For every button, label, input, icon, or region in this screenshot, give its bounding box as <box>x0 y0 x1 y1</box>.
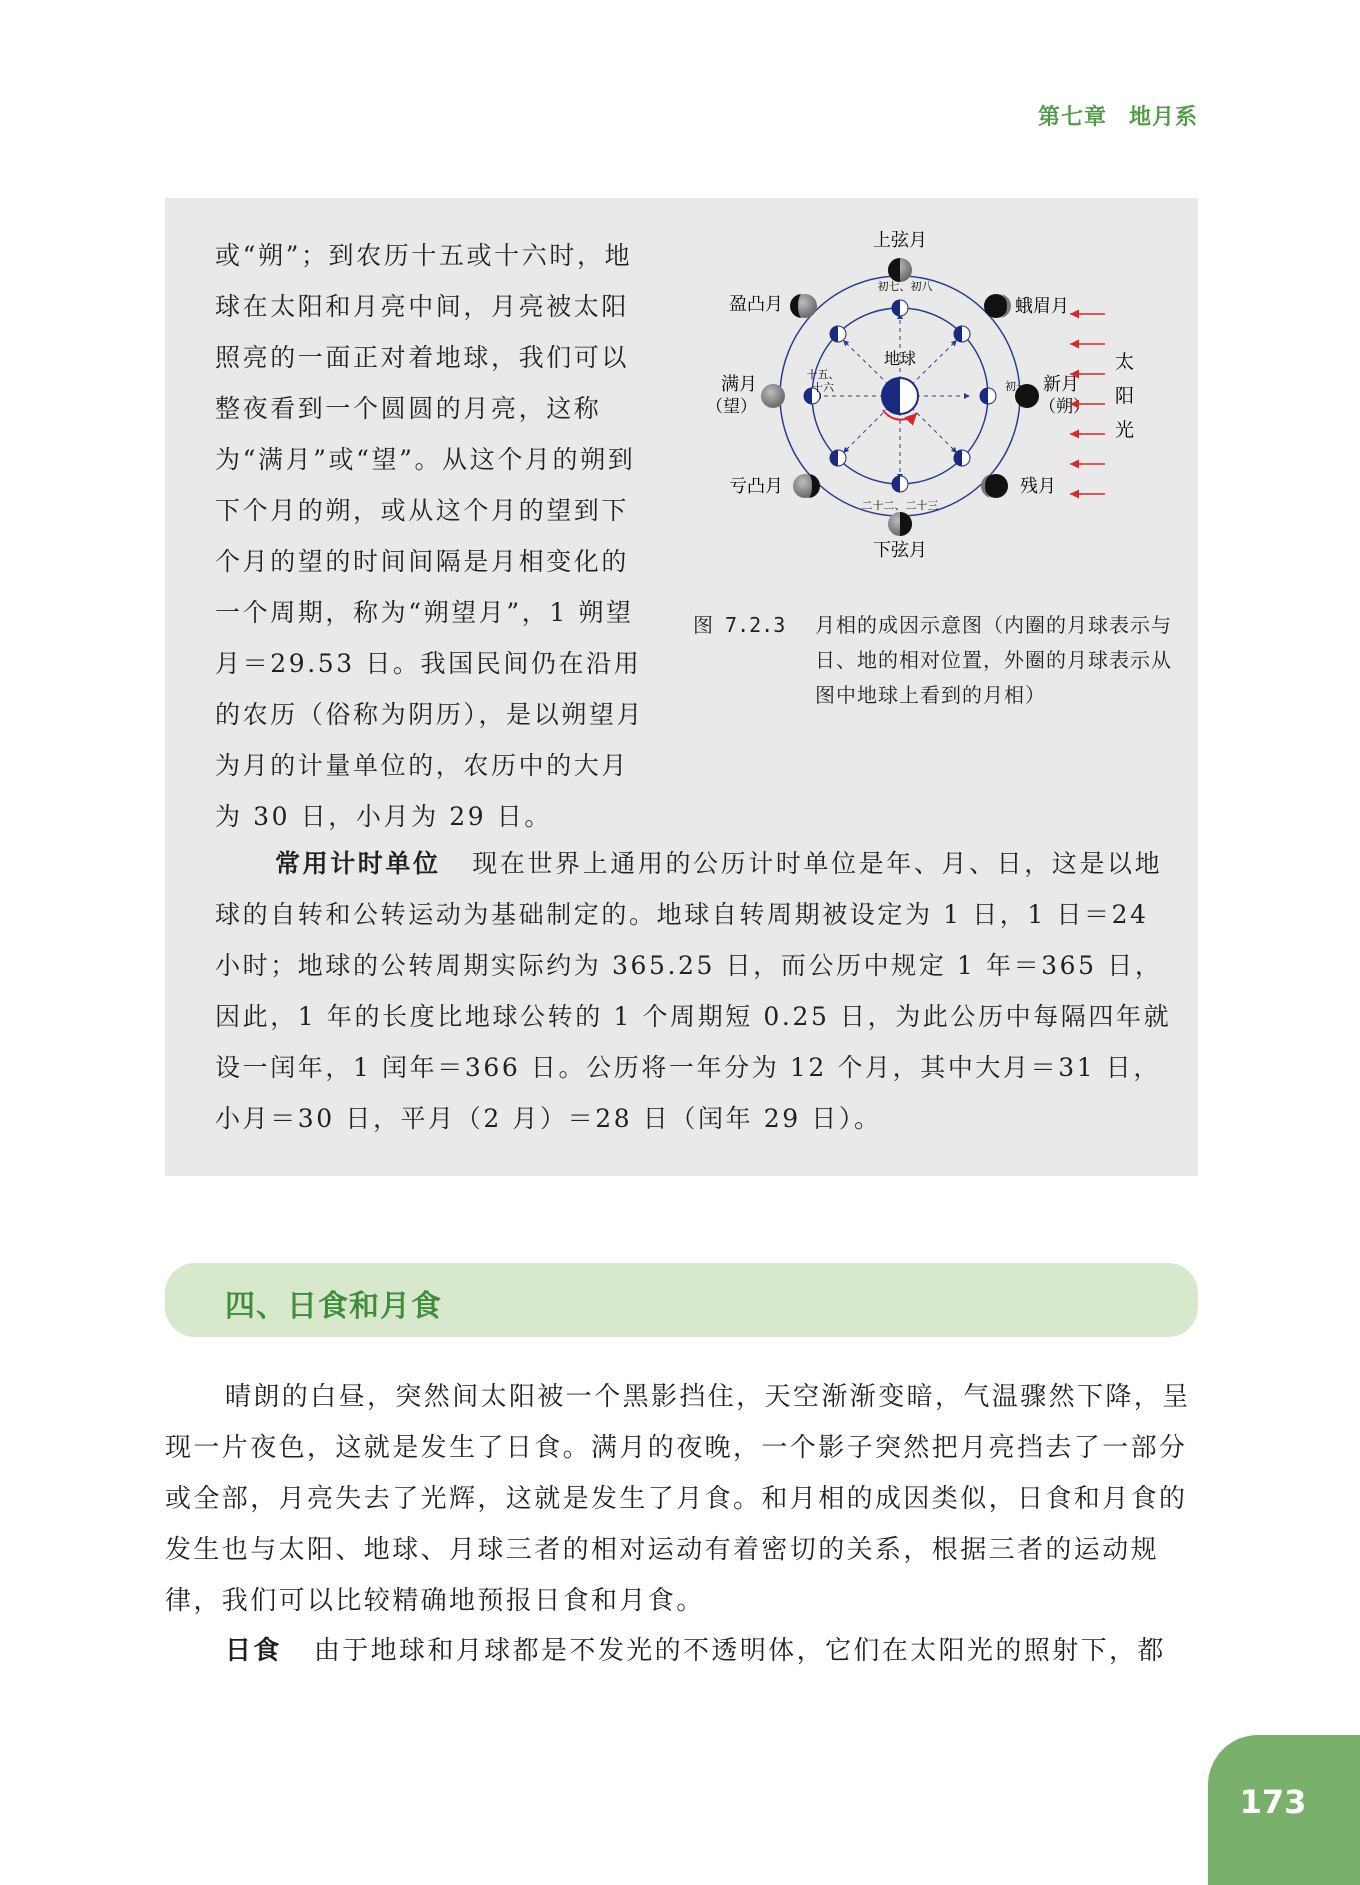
term-time-units: 常用计时单位 <box>275 849 441 878</box>
box-paragraph-2 <box>215 838 1175 1144</box>
label-day-1: 初一 <box>1005 380 1027 393</box>
earth-label: 地球 <box>883 349 917 368</box>
last-quarter-icon <box>888 512 912 536</box>
label-day-22-23: 二十二、二十三 <box>861 499 939 512</box>
moon-phase-svg <box>685 218 1155 598</box>
reading-box <box>165 198 1198 1176</box>
label-waxing-crescent: 蛾眉月 <box>1015 296 1069 317</box>
body-paragraph-1 <box>165 1372 1200 1627</box>
waning-gibbous-icon <box>793 474 820 498</box>
label-waning-crescent: 残月 <box>1020 476 1056 497</box>
full-moon-icon <box>761 384 785 408</box>
label-sun-1: 太 <box>1115 351 1135 373</box>
body-paragraph-1-text: 晴朗的白昼，突然间太阳被一个黑影挡住，天空渐渐变暗，气温骤然下降，呈现一片夜色，这就是发生了日食。满月的夜晚，一个影子突然把月亮挡去了一部分或全部，月亮失去了光辉，这就是发生了月食。和月相的成因类似，日食和月食的发生也与太阳、地球、月球三者的相对运动有着密切的关系，根据三者的运动规律，我们可以比较精确地预报日食和月食。 <box>165 1382 1191 1616</box>
chapter-header <box>1038 100 1198 131</box>
figure-caption-text: 月相的成因示意图（内圈的月球表示与日、地的相对位置，外圈的月球表示从图中地球上看到的月相） <box>815 613 1172 707</box>
label-new-moon: 新月 <box>1043 374 1079 395</box>
page-number-tab <box>1208 1735 1360 1885</box>
label-full-moon: 满月 <box>721 374 757 395</box>
waxing-gibbous-icon <box>790 294 817 318</box>
label-sun-3: 光 <box>1115 419 1135 441</box>
chapter-title: 地月系 <box>1128 105 1198 130</box>
label-day-7-8: 初七、初八 <box>877 280 933 293</box>
figure-caption <box>693 608 1173 713</box>
figure-number: 图 7.2.3 <box>693 613 786 637</box>
earth-icon <box>882 378 918 420</box>
moon-phase-diagram <box>685 218 1155 598</box>
first-quarter-icon <box>888 258 912 282</box>
label-sun-2: 阳 <box>1115 385 1135 407</box>
term-solar-eclipse: 日食 <box>225 1636 282 1666</box>
box-paragraph-1: 或“朔”；到农历十五或十六时，地球在太阳和月亮中间，月亮被太阳照亮的一面正对着地球，我们可以整夜看到一个圆圆的月亮，这称为“满月”或“望”。从这个月的朔到下个月的朔，或从这个月的望到下个月的望的时间间隔是月相变化的一个周期，称为“朔望月”，1 朔望月＝29.53 日。我国民间仍在沿用的农历（俗称为阴历），是以朔望月为月的计量单位的，农历中的大月为 30 日，小月为 29 日。 <box>215 241 645 831</box>
label-day-16: 十六 <box>812 381 834 394</box>
waxing-crescent-icon <box>984 294 1011 318</box>
box-paragraph-2-text: 现在世界上通用的公历计时单位是年、月、日，这是以地球的自转和公转运动为基础制定的。地球自转周期被设定为 1 日，1 日＝24 小时；地球的公转周期实际约为 365.25 日，而公历中规定 1 年＝365 日，因此，1 年的长度比地球公转的 1 个周期短 0.25 日，为此公历中每隔四年就设一闰年，1 闰年＝366 日。公历将一年分为 12 个月，其中大月＝31 日，小月＝30 日，平月（2 月）＝28 日（闰年 29 日）。 <box>215 849 1172 1133</box>
body-paragraph-2-text: 由于地球和月球都是不发光的不透明体，它们在太阳光的照射下，都 <box>313 1636 1166 1666</box>
section-header <box>165 1263 1198 1337</box>
label-waxing-gibbous: 盈凸月 <box>729 294 783 315</box>
body-paragraph-2 <box>165 1626 1200 1677</box>
waning-crescent-icon <box>981 474 1008 498</box>
label-day-15: 十五、 <box>806 368 840 381</box>
chapter-number: 第七章 <box>1037 105 1107 130</box>
sunlight-arrows <box>1070 314 1105 494</box>
label-waning-gibbous: 亏凸月 <box>729 476 783 497</box>
section-title: 四、日食和月食 <box>225 1289 442 1324</box>
label-last-quarter: 下弦月 <box>873 540 927 561</box>
page-number: 173 <box>1239 1783 1307 1821</box>
label-first-quarter: 上弦月 <box>873 230 927 251</box>
label-new-moon-alt: （朔） <box>1039 397 1090 417</box>
label-full-moon-alt: （望） <box>706 397 757 417</box>
